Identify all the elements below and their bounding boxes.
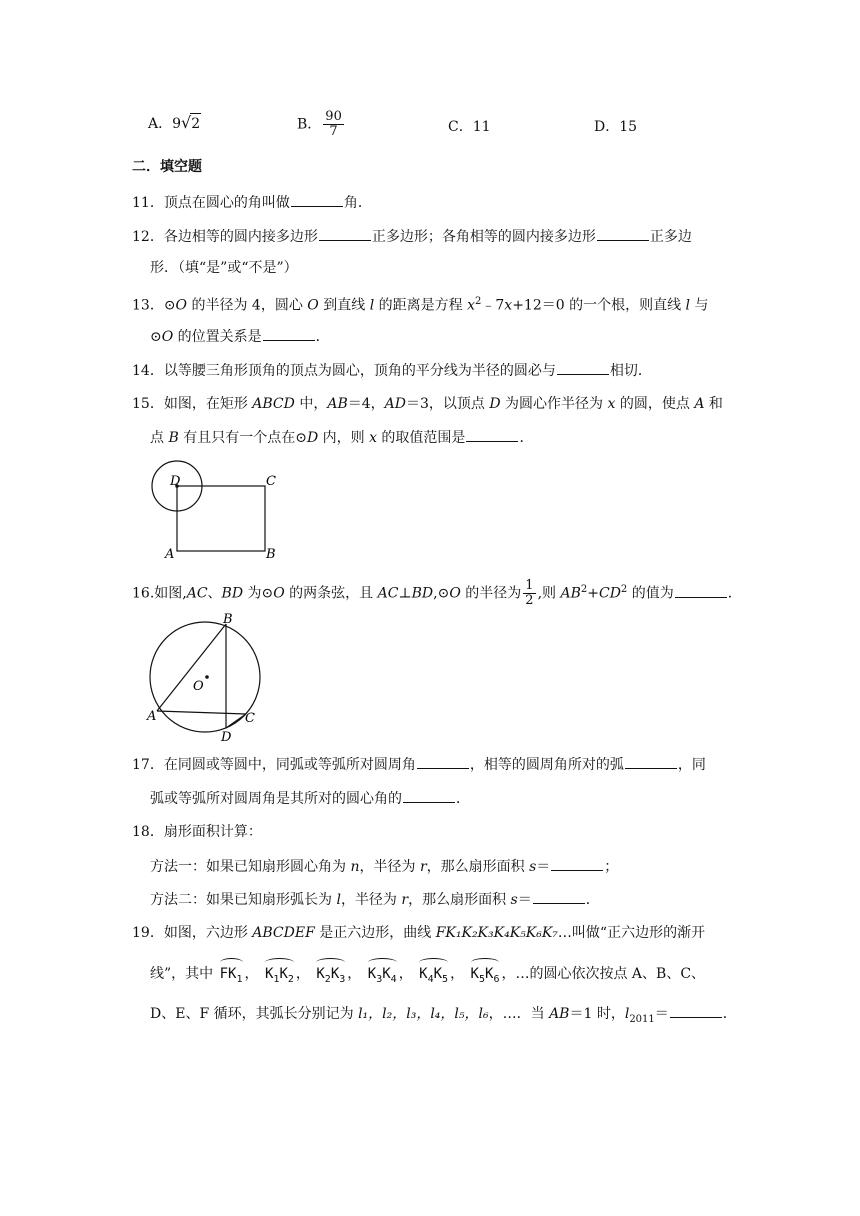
option-a: A．9√2 [148,113,201,132]
chord-ac [157,711,246,714]
answer-blank [670,1003,722,1018]
question-19-line3: D、E、F 循环，其弧长分别记为 l₁，l₂，l₃，l₄，l₅，l₆，…．当 AB＝1 时，$l_{2011}=$ ． [150,1003,737,1030]
option-b: B． $\frac{90}{7}$ [297,109,342,139]
answer-blank [263,326,315,341]
answer-blank [403,788,455,803]
arc-4: $K_3K_4$ [368,958,397,990]
rectangle-abcd [177,486,265,551]
label-o: O [193,679,204,694]
answer-blank [551,856,603,871]
answer-blank [466,427,518,442]
question-17-line2: 弧或等弧所对圆周角是其所对的圆心角的 ． [150,788,470,809]
question-18-title: 18．扇形面积计算： [132,824,262,840]
answer-blank [557,360,609,375]
figure-16-circle-chords [145,610,270,744]
question-12-line2: 形．（填“是”或“不是”） [150,260,298,276]
chord-cd [226,714,246,728]
figure-15-rectangle-circle [145,455,290,563]
answer-blank [533,889,585,904]
arc-2: $K_1K_2$ [265,958,294,990]
label-c: C [245,711,255,726]
question-18-method2: 方法二：如果已知扇形弧长为 l，半径为 r，那么扇形面积 s＝ ． [150,889,600,910]
answer-blank [319,226,371,241]
label-a: A [147,709,157,724]
option-c: C．11 [448,119,491,135]
answer-blank [625,754,677,769]
label-d: D [170,474,181,489]
question-15: 15．如图，在矩形 ABCD 中，AB＝4，AD＝3，以顶点 D 为圆心作半径为 x 的圆，使点 A 和 [132,396,723,412]
answer-blank [597,226,649,241]
section-title: 二．填空题 [132,159,202,175]
question-13: 13．⊙O 的半径为 4，圆心 O 到直线 l 的距离是方程 $x^2﹣7x+12=0$ 的一个根，则直线 l 与 [132,296,709,314]
question-12: 12．各边相等的圆内接多边形 正多边形；各角相等的圆内接多边形 正多边 [132,226,692,247]
question-13-line2: ⊙O 的位置关系是 ． [150,326,330,347]
label-b: B [266,547,276,562]
label-c: C [266,474,276,489]
label-b: B [223,612,233,627]
question-19-line2: 线”，其中 $FK_1$ ， $K_1K_2$ ， $K_2K_3$ ， $K_3K_4$ ， $K_4K_5$ ， $K_5K_6$ ，…的圆心依次按点 A、B、C、 [150,958,705,990]
answer-blank [675,583,727,598]
question-14: 14．以等腰三角形顶角的顶点为圆心，顶角的平分线为半径的圆必与 相切． [132,360,652,381]
question-11: 11．顶点在圆心的角叫做 角． [132,192,372,213]
arc-6: $K_5K_6$ [471,958,500,990]
question-18-method1: 方法一：如果已知扇形圆心角为 n，半径为 r，那么扇形面积 s＝ ； [150,856,618,877]
question-15-line2: 点 B 有且只有一个点在⊙D 内，则 x 的取值范围是 ． [150,427,533,448]
arc-5: $K_4K_5$ [419,958,448,990]
answer-blank [417,754,469,769]
label-a: A [165,547,175,562]
question-19: 19．如图，六边形 ABCDEF 是正六边形，曲线 FK₁K₂K₃K₄K₅K₆K₇…叫做“正六边形的渐开 [132,925,706,941]
arc-3: $K_2K_3$ [316,958,345,990]
answer-blank [291,192,343,207]
question-16: 16.如图,AC、BD 为⊙O 的两条弦，且 AC⊥BD,⊙O 的半径为 $\frac{1}{2}$ ,则 $AB^2+CD^2$ 的值为 ． [132,578,742,608]
label-d: D [221,730,232,744]
center-o [205,675,209,679]
arc-1: $FK_1$ [220,958,243,990]
question-17: 17．在同圆或等圆中，同弧或等弧所对圆周角 ，相等的圆周角所对的弧 ，同 [132,754,706,775]
option-d: D．15 [594,119,638,135]
